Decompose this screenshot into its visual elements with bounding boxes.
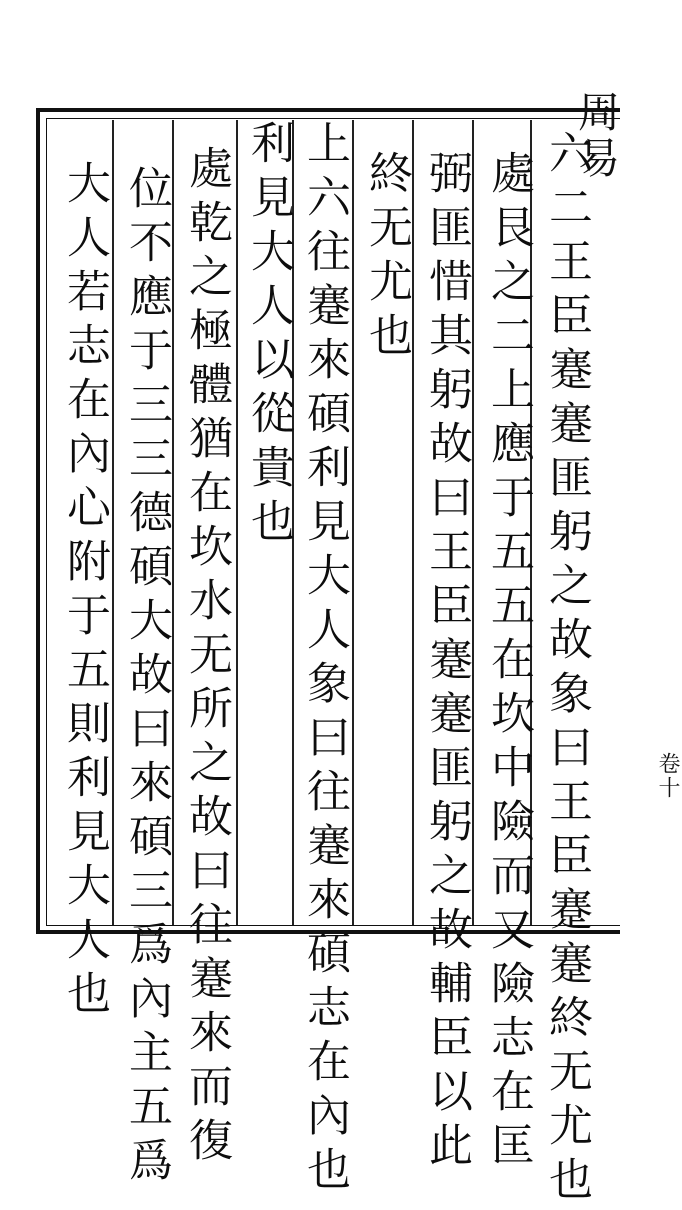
- text-column-5: 上六往蹇來碩利見大人象曰往蹇來碩志在內也: [299, 120, 350, 1200]
- fold-title: 周易: [572, 90, 621, 182]
- text-column-7: 處乾之極體猶在坎水无所之故曰往蹇來而復: [181, 145, 232, 1171]
- text-column-3: 弼匪惜其躬故曰王臣蹇蹇匪躬之故輔臣以此: [421, 150, 472, 1176]
- volume-label: 卷十: [655, 752, 680, 800]
- text-column-8: 位不應于三三德碩大故曰來碩三爲內主五爲: [121, 165, 172, 1191]
- text-column-4: 終无尤也: [361, 150, 412, 366]
- column-rule: [472, 120, 474, 925]
- column-rule: [236, 120, 238, 925]
- text-column-9: 大人若志在內心附于五則利見大人也: [59, 160, 110, 1024]
- column-rule: [112, 120, 114, 925]
- column-rule: [352, 120, 354, 925]
- column-rule: [172, 120, 174, 925]
- text-column-1: 六二王臣蹇蹇匪躬之故象曰王臣蹇蹇終无尤也: [541, 130, 592, 1210]
- column-rule: [412, 120, 414, 925]
- text-column-6: 利見大人以從貴也: [243, 120, 294, 552]
- text-column-2: 處艮之二上應于五五在坎中險而又險志在匡: [483, 150, 534, 1176]
